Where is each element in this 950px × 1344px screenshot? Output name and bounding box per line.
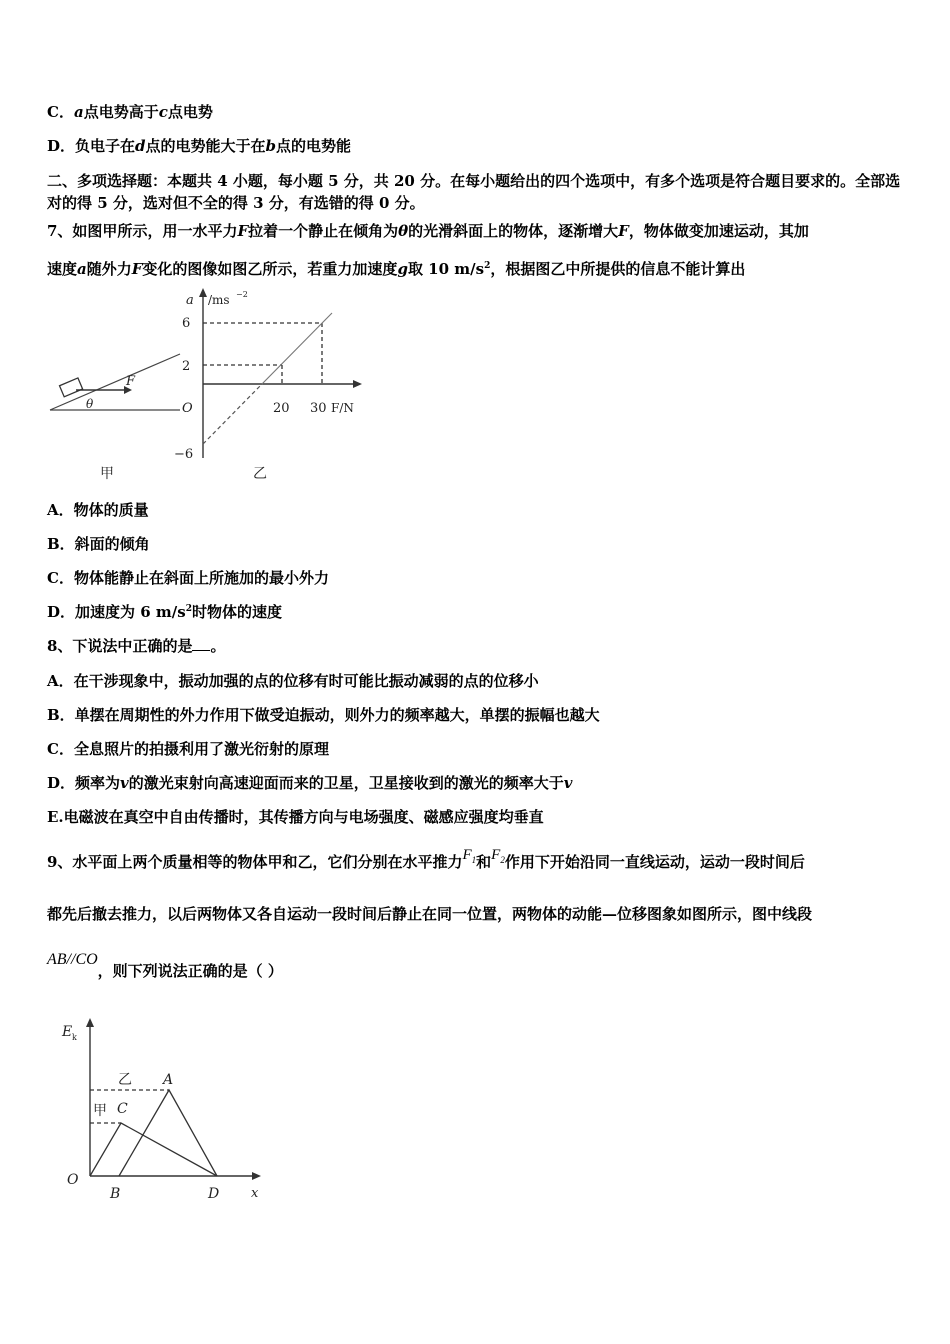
force-label: F	[126, 374, 136, 389]
q9-stem-line1: 9、水平面上两个质量相等的物体甲和乙，它们分别在水平推力$F_1$和$F_2$作用下开始沿同一直线运动，运动一段时间后	[47, 847, 805, 871]
line-yi	[119, 1090, 217, 1176]
q9-stem-line2: 都先后撤去推力，以后两物体又各自运动一段时间后静止在同一位置，两物体的动能—位移图象如图所示，图中线段	[47, 905, 813, 923]
q6-option-d: D．负电子在d点的电势能大于在b点的电势能	[47, 137, 352, 155]
origin-label: O	[67, 1172, 79, 1188]
y-tick-6: 6	[182, 316, 191, 331]
yi-label: 乙	[253, 466, 267, 482]
a-f-graph	[174, 288, 362, 482]
q7-stem-line2: 速度a随外力F变化的图像如图乙所示，若重力加速度g取 10 $m/s^2$，根据图乙中所提供的信息不能计算出	[47, 260, 746, 278]
q8-option-d: D．频率为v的激光束射向高速迎面而来的卫星，卫星接收到的激光的频率大于v	[47, 774, 573, 792]
y-axis-arrow-icon	[199, 288, 207, 297]
q8-option-a: A．在干涉现象中，振动加强的点的位移有时可能比振动减弱的点的位移小	[47, 672, 539, 690]
line-jia	[90, 1123, 217, 1176]
q8-option-b: B．单摆在周期性的外力作用下做受迫振动，则外力的频率越大，单摆的振幅也越大	[47, 706, 600, 724]
q7-option-a: A．物体的质量	[47, 501, 149, 519]
x-axis-arrow-icon	[353, 380, 362, 388]
q9-stem-line3: AB//CO，则下列说法正确的是（ ）	[47, 951, 283, 980]
y-axis-label: E	[62, 1024, 73, 1040]
y-axis-label: a	[186, 293, 194, 308]
y-unit: /ms	[208, 293, 230, 307]
answer-blank	[192, 636, 210, 651]
angle-label: θ	[86, 397, 94, 411]
section2-heading: 二、多项选择题：本题共 4 小题，每小题 5 分，共 20 分。在每小题给出的四个选项中，有多个选项是符合题目要求的。全部选对的得 5 分，选对但不全的得 3 分，有选错的得 0 分。	[47, 172, 901, 212]
q8-option-c: C．全息照片的拍摄利用了激光衍射的原理	[47, 740, 329, 758]
block	[60, 378, 83, 397]
q7-stem-line1: 7、如图甲所示，用一水平力F拉着一个静止在倾角为θ的光滑斜面上的物体，逐渐增大F，物体做变加速运动，其加	[47, 222, 809, 240]
q7-option-b: B．斜面的倾角	[47, 535, 150, 553]
q9-figure	[55, 1012, 280, 1212]
jia-label: 甲	[93, 1103, 107, 1119]
q8-stem: 8、下说法中正确的是 。	[47, 637, 226, 655]
jia-label: 甲	[100, 466, 114, 482]
x-axis-label: F/N	[331, 401, 354, 415]
origin-label: O	[182, 401, 193, 416]
y-tick-minus6: −6	[174, 447, 194, 462]
point-c-label: C	[117, 1101, 128, 1117]
y-tick-2: 2	[182, 359, 191, 374]
q7-option-d: D．加速度为 6 $m/s^2$时物体的速度	[47, 603, 282, 621]
yi-label: 乙	[118, 1072, 132, 1088]
y-unit-sup: −2	[236, 290, 248, 299]
x-tick-20: 20	[273, 401, 290, 416]
point-a-label: A	[163, 1072, 174, 1088]
q6-option-c: C．a点电势高于c点电势	[47, 103, 213, 121]
x-axis-label: x	[251, 1186, 259, 1201]
point-b-label: B	[110, 1186, 121, 1202]
y-axis-arrow-icon	[86, 1018, 94, 1027]
series-line-lower	[203, 384, 262, 444]
q7-figure	[40, 280, 380, 490]
incline-diagram	[50, 354, 180, 482]
point-d-label: D	[208, 1186, 220, 1202]
x-tick-30: 30	[310, 401, 327, 416]
q7-option-c: C．物体能静止在斜面上所施加的最小外力	[47, 569, 329, 587]
q8-option-e: E.电磁波在真空中自由传播时，其传播方向与电场强度、磁感应强度均垂直	[47, 808, 544, 826]
y-axis-sub: k	[72, 1033, 77, 1042]
x-axis-arrow-icon	[252, 1172, 261, 1180]
